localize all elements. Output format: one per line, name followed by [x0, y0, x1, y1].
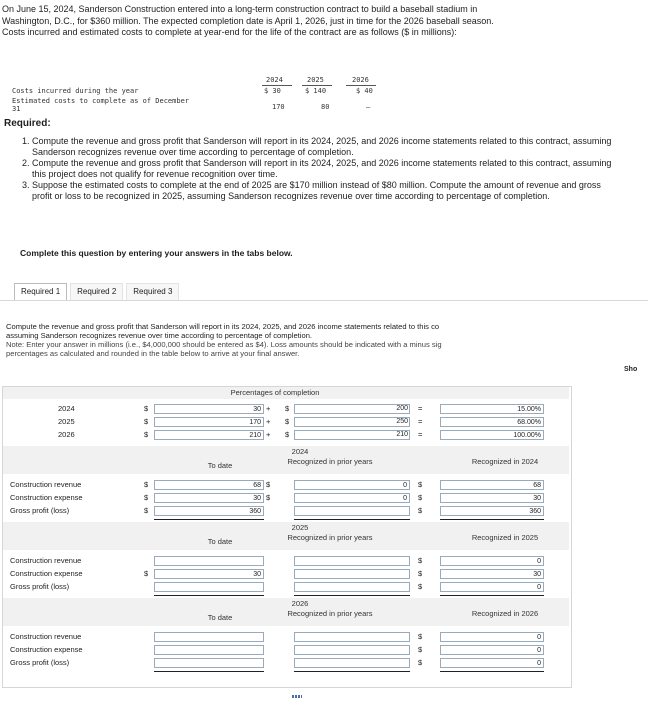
total-cost-value: 200: [396, 405, 408, 412]
required-heading: Required:: [4, 118, 51, 129]
prior-years-header: Recognized in prior years: [287, 533, 373, 542]
to-date-header: To date: [207, 461, 233, 470]
cost-to-date-input[interactable]: 170: [154, 417, 264, 427]
to-date-input[interactable]: 68: [154, 480, 264, 490]
total-underline: [154, 671, 264, 672]
instructions-note-2: percentages as calculated and rounded in the table below to arrive at your final answer.: [6, 349, 300, 358]
requirements-list: [14, 136, 622, 202]
total-underline: [154, 595, 264, 596]
row-label: Construction expense: [10, 493, 83, 502]
section-year: 2024: [291, 447, 309, 456]
row-label: Gross profit (loss): [10, 658, 70, 667]
prior-years-header: Recognized in prior years: [287, 609, 373, 618]
row-label: Gross profit (loss): [10, 506, 70, 515]
dollar-sign: $: [418, 480, 423, 489]
row-label: Construction expense: [10, 645, 83, 654]
total-underline: [294, 519, 410, 520]
to-date-header: To date: [207, 537, 233, 546]
year-underline: [302, 85, 332, 86]
dollar-sign: $: [418, 632, 423, 641]
recognized-input[interactable]: 0: [440, 632, 544, 642]
intro-line-1: On June 15, 2024, Sanderson Construction entered into a long-term construction contract to build a baseball stadium in: [2, 4, 478, 14]
costs-incurred-2024: $ 30: [264, 87, 281, 95]
problem-intro: [2, 4, 642, 39]
percent-complete-input[interactable]: 15.00%: [440, 404, 544, 414]
tab-required-3[interactable]: Required 3: [126, 283, 179, 301]
recognized-input[interactable]: 68: [440, 480, 544, 490]
cost-year-2024: 2024: [266, 76, 283, 84]
recognized-input[interactable]: 30: [440, 493, 544, 503]
total-underline: [294, 671, 410, 672]
to-date-input[interactable]: 360: [154, 506, 264, 516]
dollar-sign: $: [144, 493, 149, 502]
costs-incurred-label: Costs incurred during the year: [12, 87, 139, 95]
requirement-tabs: [14, 283, 182, 301]
dollar-sign: $: [418, 569, 423, 578]
recognized-input[interactable]: 0: [440, 645, 544, 655]
total-underline: [440, 595, 544, 596]
estimated-costs-label-b: 31: [12, 105, 21, 113]
poc-year: 2024: [58, 404, 75, 413]
dollar-sign: $: [144, 430, 149, 439]
poc-year: 2025: [58, 417, 75, 426]
prior-years-input[interactable]: [294, 658, 410, 668]
costs-incurred-2026: $ 40: [356, 87, 373, 95]
to-date-input[interactable]: 30: [154, 569, 264, 579]
requirement-item: 2. Compute the revenue and gross profit that Sanderson will report in its 2024, 2025, and 2026 income statements related to this contract, assuming this project does not qualify for revenue recognition over time.: [32, 158, 622, 180]
estimated-costs-2026: –: [366, 103, 371, 111]
equals-sign: =: [418, 417, 423, 426]
to-date-input[interactable]: [154, 556, 264, 566]
recognized-header: Recognized in 2025: [471, 533, 539, 542]
cost-year-2025: 2025: [307, 76, 324, 84]
row-label: Construction revenue: [10, 480, 82, 489]
total-underline: [294, 595, 410, 596]
dollar-sign: $: [418, 493, 423, 502]
prior-years-input[interactable]: [294, 569, 410, 579]
poc-year: 2026: [58, 430, 75, 439]
costs-incurred-2025: $ 140: [305, 87, 327, 95]
dollar-sign: $: [418, 645, 423, 654]
intro-line-3: Costs incurred and estimated costs to complete at year-end for the life of the contract are as follows ($ in millions):: [2, 27, 457, 37]
dollar-sign: $: [418, 556, 423, 565]
total-underline: [440, 671, 544, 672]
poc-title: Percentages of completion: [230, 388, 320, 397]
to-date-header: To date: [207, 613, 233, 622]
year-underline: [346, 85, 376, 86]
to-date-input[interactable]: [154, 582, 264, 592]
complete-prompt: Complete this question by entering your answers in the tabs below.: [20, 248, 293, 258]
more-content-indicator: [292, 695, 302, 698]
dollar-sign: $: [144, 569, 149, 578]
instructions-line-1: Compute the revenue and gross profit that Sanderson will report in its 2024, 2025, and 2026 income statements related to this co: [6, 322, 440, 331]
recognized-header: Recognized in 2026: [471, 609, 539, 618]
cost-to-date-input[interactable]: 30: [154, 404, 264, 414]
dollar-sign: $: [285, 417, 290, 426]
plus-sign: +: [266, 417, 271, 426]
dollar-sign: $: [144, 417, 149, 426]
total-underline: [154, 519, 264, 520]
dollar-sign: $: [285, 404, 290, 413]
to-date-input[interactable]: [154, 658, 264, 668]
dollar-sign: $: [418, 506, 423, 515]
row-label: Gross profit (loss): [10, 582, 70, 591]
dollar-sign: $: [418, 582, 423, 591]
plus-sign: +: [266, 404, 271, 413]
estimated-costs-2025: 80: [321, 103, 330, 111]
recognized-input[interactable]: 360: [440, 506, 544, 516]
estimated-costs-label: Estimated costs to complete as of December: [12, 97, 190, 105]
prior-years-input[interactable]: 0: [294, 480, 410, 490]
recognized-input[interactable]: 0: [440, 582, 544, 592]
percent-complete-input[interactable]: 100.00%: [440, 430, 544, 440]
section-year: 2026: [291, 599, 309, 608]
prior-years-input[interactable]: 0: [294, 493, 410, 503]
tab-required-2[interactable]: Required 2: [70, 283, 123, 301]
dollar-sign: $: [144, 404, 149, 413]
total-underline: [440, 519, 544, 520]
recognized-input[interactable]: 0: [440, 556, 544, 566]
instructions-line-2: assuming Sanderson recognizes revenue over time according to percentage of completion.: [6, 331, 313, 340]
dollar-sign: $: [144, 506, 149, 515]
equals-sign: =: [418, 430, 423, 439]
percent-complete-input[interactable]: 68.00%: [440, 417, 544, 427]
to-date-input[interactable]: [154, 632, 264, 642]
to-date-input[interactable]: [154, 645, 264, 655]
dollar-sign: $: [266, 493, 271, 502]
prior-years-input[interactable]: [294, 645, 410, 655]
dollar-sign: $: [285, 430, 290, 439]
cost-year-2026: 2026: [352, 76, 369, 84]
intro-line-2: Washington, D.C., for $360 million. The expected completion date is April 1, 2026, just in time for the 2026 baseball season.: [2, 15, 494, 26]
recognized-input[interactable]: 0: [440, 658, 544, 668]
requirement-item: 3. Suppose the estimated costs to complete at the end of 2025 are $170 million instead of $80 million. Compute the amount of revenue and gross profit or loss to be recognized in 2025, assuming Sanderson recognizes revenue over time according to percentage of completion.: [32, 180, 622, 202]
prior-years-input[interactable]: [294, 556, 410, 566]
row-label: Construction revenue: [10, 632, 82, 641]
dollar-sign: $: [144, 480, 149, 489]
equals-sign: =: [418, 404, 423, 413]
instructions-note-1: Note: Enter your answer in millions (i.e., $4,000,000 should be entered as $4). Loss amounts should be indicated with a minus sig: [6, 340, 442, 349]
section-year: 2025: [291, 523, 309, 532]
prior-years-input[interactable]: [294, 632, 410, 642]
instructions: [6, 322, 646, 358]
tab-required-1[interactable]: Required 1: [14, 283, 67, 301]
dollar-sign: $: [266, 480, 271, 489]
row-label: Construction expense: [10, 569, 83, 578]
recognized-header: Recognized in 2024: [471, 457, 539, 466]
prior-years-input[interactable]: [294, 506, 410, 516]
requirement-item: 1. Compute the revenue and gross profit that Sanderson will report in its 2024, 2025, and 2026 income statements related to this contract, assuming Sanderson recognizes revenue over time according to percentage of completion.: [32, 136, 622, 158]
recognized-input[interactable]: 30: [440, 569, 544, 579]
prior-years-header: Recognized in prior years: [287, 457, 373, 466]
year-underline: [262, 85, 292, 86]
plus-sign: +: [266, 430, 271, 439]
prior-years-input[interactable]: [294, 582, 410, 592]
to-date-input[interactable]: 30: [154, 493, 264, 503]
dollar-sign: $: [418, 658, 423, 667]
total-cost-value: 210: [396, 431, 408, 438]
row-label: Construction revenue: [10, 556, 82, 565]
estimated-costs-2024: 170: [272, 103, 285, 111]
cost-to-date-input[interactable]: 210: [154, 430, 264, 440]
show-work-link[interactable]: Sho: [624, 366, 638, 373]
total-cost-value: 250: [396, 418, 408, 425]
